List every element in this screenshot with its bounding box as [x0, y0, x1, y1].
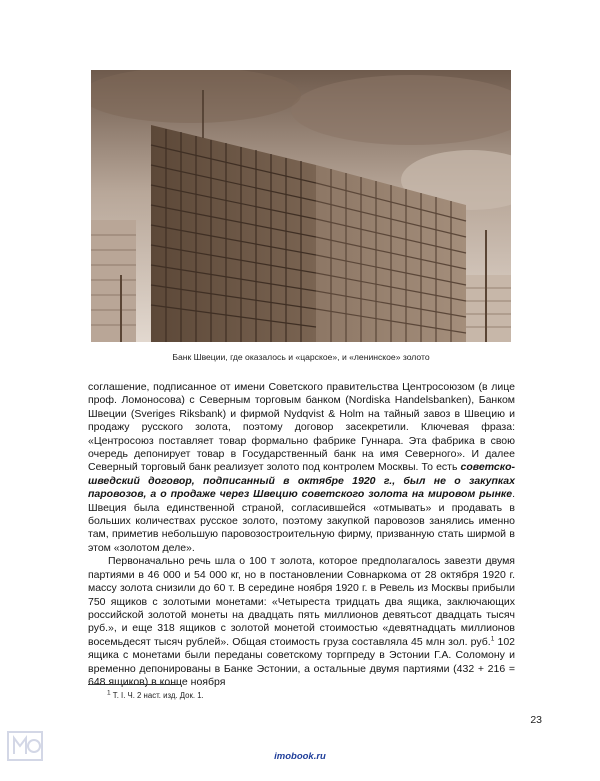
bank-photo — [91, 70, 511, 342]
paragraph-2-text: Первоначально речь шла о 100 т золота, которое предполагалось завезти двумя партиями в 46 000 и 54 000 кг, но в постановлении Совнаркома от 28 октября 1920 г. массу золота снизили до 60 т. В середине ноября 1920 г. в Ревель из Москвы прибыли 750 ящиков с золотыми монетами: «Четыреста тридцать два ящика, заключающих российской золотой монеты на двадцать пять миллионов девятьсот двадцать тысяч руб.», и еще 318 ящиков с золотой монетой стоимостью «девятнадцать миллионов восемьдесят тысяч рублей». Общая стоимость груза составляла 45 млн зол. руб. — [88, 555, 515, 648]
background-building-left — [91, 220, 136, 342]
paragraph-1-emphasis: советско-шведский договор, подписанный в октябре 1920 г., был не о закупках паровозов, а о продаже через Швецию советского золота на мировом рынке — [88, 461, 515, 501]
watermark-logo-icon — [6, 726, 46, 766]
figure-caption: Банк Швеции, где оказалось и «царское», и «ленинское» золото — [172, 352, 430, 362]
site-link[interactable]: imobook.ru — [274, 751, 326, 762]
footnote-reference[interactable]: 1 — [490, 635, 495, 643]
body-text — [88, 381, 515, 689]
paragraph-1-text: соглашение, подписанное от имени Советского правительства Центросоюзом (в лице проф. Ломоносова) с Северным торговым банком (Nordiska Handelsbanken), Банком Швеции (Sveriges Riksbank) и фирмой Nydqvist & Holm на тайный завоз в Швецию и продажу русского золота, поэтому договор засекретили. Ключевая фраза: «Центросоюз поставляет товар формально фабрике Гуннара. Эта фабрика в свою очередь депонирует товар в Государственный банк на имя Северного». И далее Северный торговый банк реализует золото под контролем Москвы. То есть — [88, 381, 515, 474]
paragraph-1 — [88, 381, 515, 555]
footnote-text: Т. I. Ч. 2 наст. изд. Док. 1. — [110, 691, 204, 700]
paragraph-2 — [88, 555, 515, 689]
paragraph-1-end: . Швеция была единственной страной, согласившейся «отмывать» и продавать в больших количествах русское золото, поэтому закупкой паровозов занялись именно там, приметив небольшую паровозостроительную фирму, призванную стать ширмой в этом «золотом деле». — [88, 488, 515, 554]
page-number: 23 — [530, 714, 542, 726]
footnote-marker: 1 — [107, 689, 111, 697]
bank-building-illustration — [91, 70, 511, 342]
footnote-divider — [88, 684, 181, 685]
paragraph-2-end: 102 ящика с монетами были переданы советскому торгпреду в Эстонии Г.А. Соломону и временно депонированы в Банке Эстонии, а остальные двумя партиями (432 + 216 = 648 ящиков) в конце ноября — [88, 635, 516, 688]
footnote — [107, 691, 507, 701]
